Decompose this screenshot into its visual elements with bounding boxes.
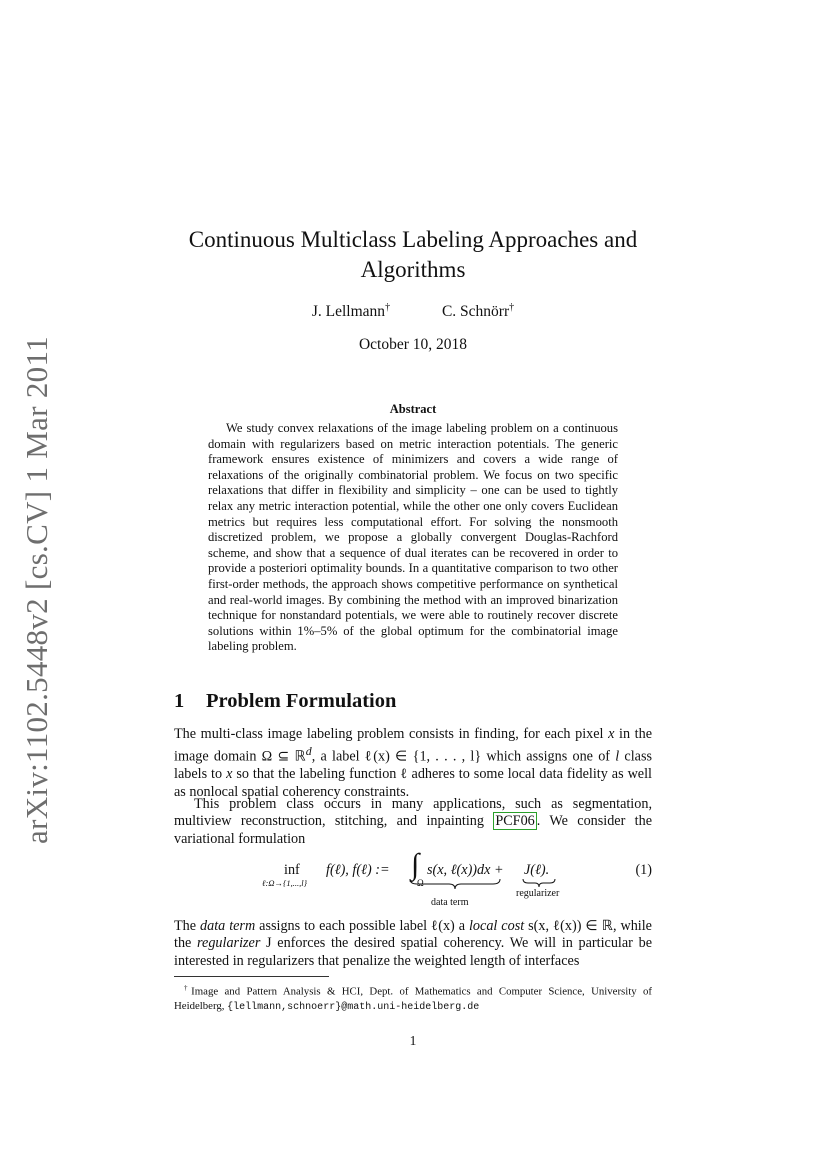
- p3-term-data: data term: [200, 918, 256, 934]
- section-number: 1: [174, 690, 185, 712]
- p3-text-b: assigns to each possible label ℓ(x) a: [255, 918, 469, 934]
- paragraph-1: The multi-class image labeling problem consists in finding, for each pixel x in the image domain Ω ⊆ ℝ$^d$, a label ℓ(x) ∈ {1, . . . , l} which assigns one of l class labels to x so that the labeling function ℓ adheres to some local data fidelity as well as nonlocal spatial coherency constraints.: [174, 726, 652, 800]
- paragraph-2: [174, 796, 652, 848]
- p1-text-a: The multi-class image labeling problem consists in finding, for each pixel: [174, 726, 609, 742]
- eq-regularizer-label: regularizer: [516, 888, 560, 899]
- author-1-name: J. Lellmann: [311, 303, 386, 321]
- p3-term-local-cost: local cost: [468, 918, 525, 934]
- equation-1: [174, 848, 652, 910]
- eq-regularizer-underbrace: [522, 878, 556, 888]
- section-heading: [174, 690, 396, 713]
- eq-data-label: data term: [431, 897, 469, 908]
- paper-date: October 10, 2018: [358, 336, 468, 353]
- arxiv-identifier-text: arXiv:1102.5448v2 [cs.CV] 1 Mar 2011: [19, 336, 54, 844]
- eq-lhs: f(ℓ), f(ℓ) :=: [326, 862, 390, 878]
- eq-data-underbrace: [409, 878, 501, 890]
- author-1: [312, 302, 390, 321]
- p2-text-a: This problem class occurs in many applications, such as segmentation, multiview reconstruction, stitching, and inpainting: [174, 796, 652, 830]
- p1-text-e: so that the labeling function ℓ adheres to some local data fidelity as well as nonlocal spatial coherency constraints.: [174, 766, 652, 800]
- paper-title: Continuous Multiclass Labeling Approaches and Algorithms: [188, 227, 638, 282]
- author-2-mark: †: [509, 302, 515, 313]
- footnote-mark: †: [184, 984, 192, 992]
- p3-text-a: The: [174, 918, 201, 934]
- section-title: Problem Formulation: [206, 690, 397, 712]
- author-2-name: C. Schnörr: [441, 303, 510, 321]
- footnote-rule: [174, 976, 329, 977]
- footnote: [174, 981, 652, 1015]
- footnote-email: {lellmann,schnoerr}@math.uni-heidelberg.de: [227, 1002, 480, 1013]
- eq-integral-sign: ∫: [411, 848, 420, 881]
- abstract-text: We study convex relaxations of the image labeling problem on a continuous domain with regularizers based on metric interaction potentials. The generic framework ensures existence of minimizers and covers a wide range of relaxations of the originally combinatorial problem. We focus on two specific relaxations that differ in flexibility and simplicity – one can be used to tightly relax any metric interaction potential, while the other one only covers Euclidean metrics but requires less computational effort. For solving the nonsmooth discretized problem, we propose a globally convergent Douglas-Rachford scheme, and show that a sequence of dual iterates can be recovered in order to provide a posteriori optimality bounds. In a quantitative comparison to two other first-order methods, the approach shows competitive performance on synthetical and real-world images. By combining the method with an improved binarization technique for nonstandard potentials, we were able to routinely recover discrete solutions within 1%–5% of the global optimum for the combinatorial image labeling problem.: [208, 421, 618, 654]
- eq-inf: inf: [284, 862, 300, 878]
- eq-integral-domain: Ω: [417, 878, 424, 888]
- author-list: [174, 302, 652, 321]
- p1-text-d: class labels to: [174, 749, 652, 783]
- eq-data-expression: s(x, ℓ(x))dx +: [427, 862, 504, 878]
- p1-text-b: in the image domain Ω ⊆ ℝ: [174, 726, 652, 766]
- page-number: 1: [409, 1033, 417, 1048]
- p3-term-regularizer: regularizer: [197, 935, 261, 952]
- citation-link[interactable]: PCF06: [495, 813, 535, 830]
- eq-regularizer-expression: J(ℓ).: [524, 862, 550, 878]
- abstract-heading: Abstract: [389, 402, 437, 416]
- p3-text-d: J enforces the desired spatial coherency. We will in particular be interested in regularizers that penalize the weighted length of interfaces: [174, 935, 652, 969]
- paragraph-3: [174, 918, 652, 970]
- p2-text-b: . We consider the variational formulation: [174, 813, 652, 847]
- p3-text-c: s(x, ℓ(x)) ∈ ℝ, while the: [174, 918, 652, 952]
- eq-number: (1): [635, 862, 652, 878]
- p1-text-c: , a label ℓ(x) ∈ {1, . . . , l} which assigns one of: [311, 749, 616, 766]
- footnote-text: Image and Pattern Analysis & HCI, Dept. of Mathematics and Computer Science, University of Heidelberg,: [174, 985, 653, 1012]
- eq-inf-subscript: ℓ:Ω→{1,...,l}: [262, 878, 308, 888]
- author-2: [442, 302, 514, 321]
- author-1-mark: †: [385, 302, 391, 313]
